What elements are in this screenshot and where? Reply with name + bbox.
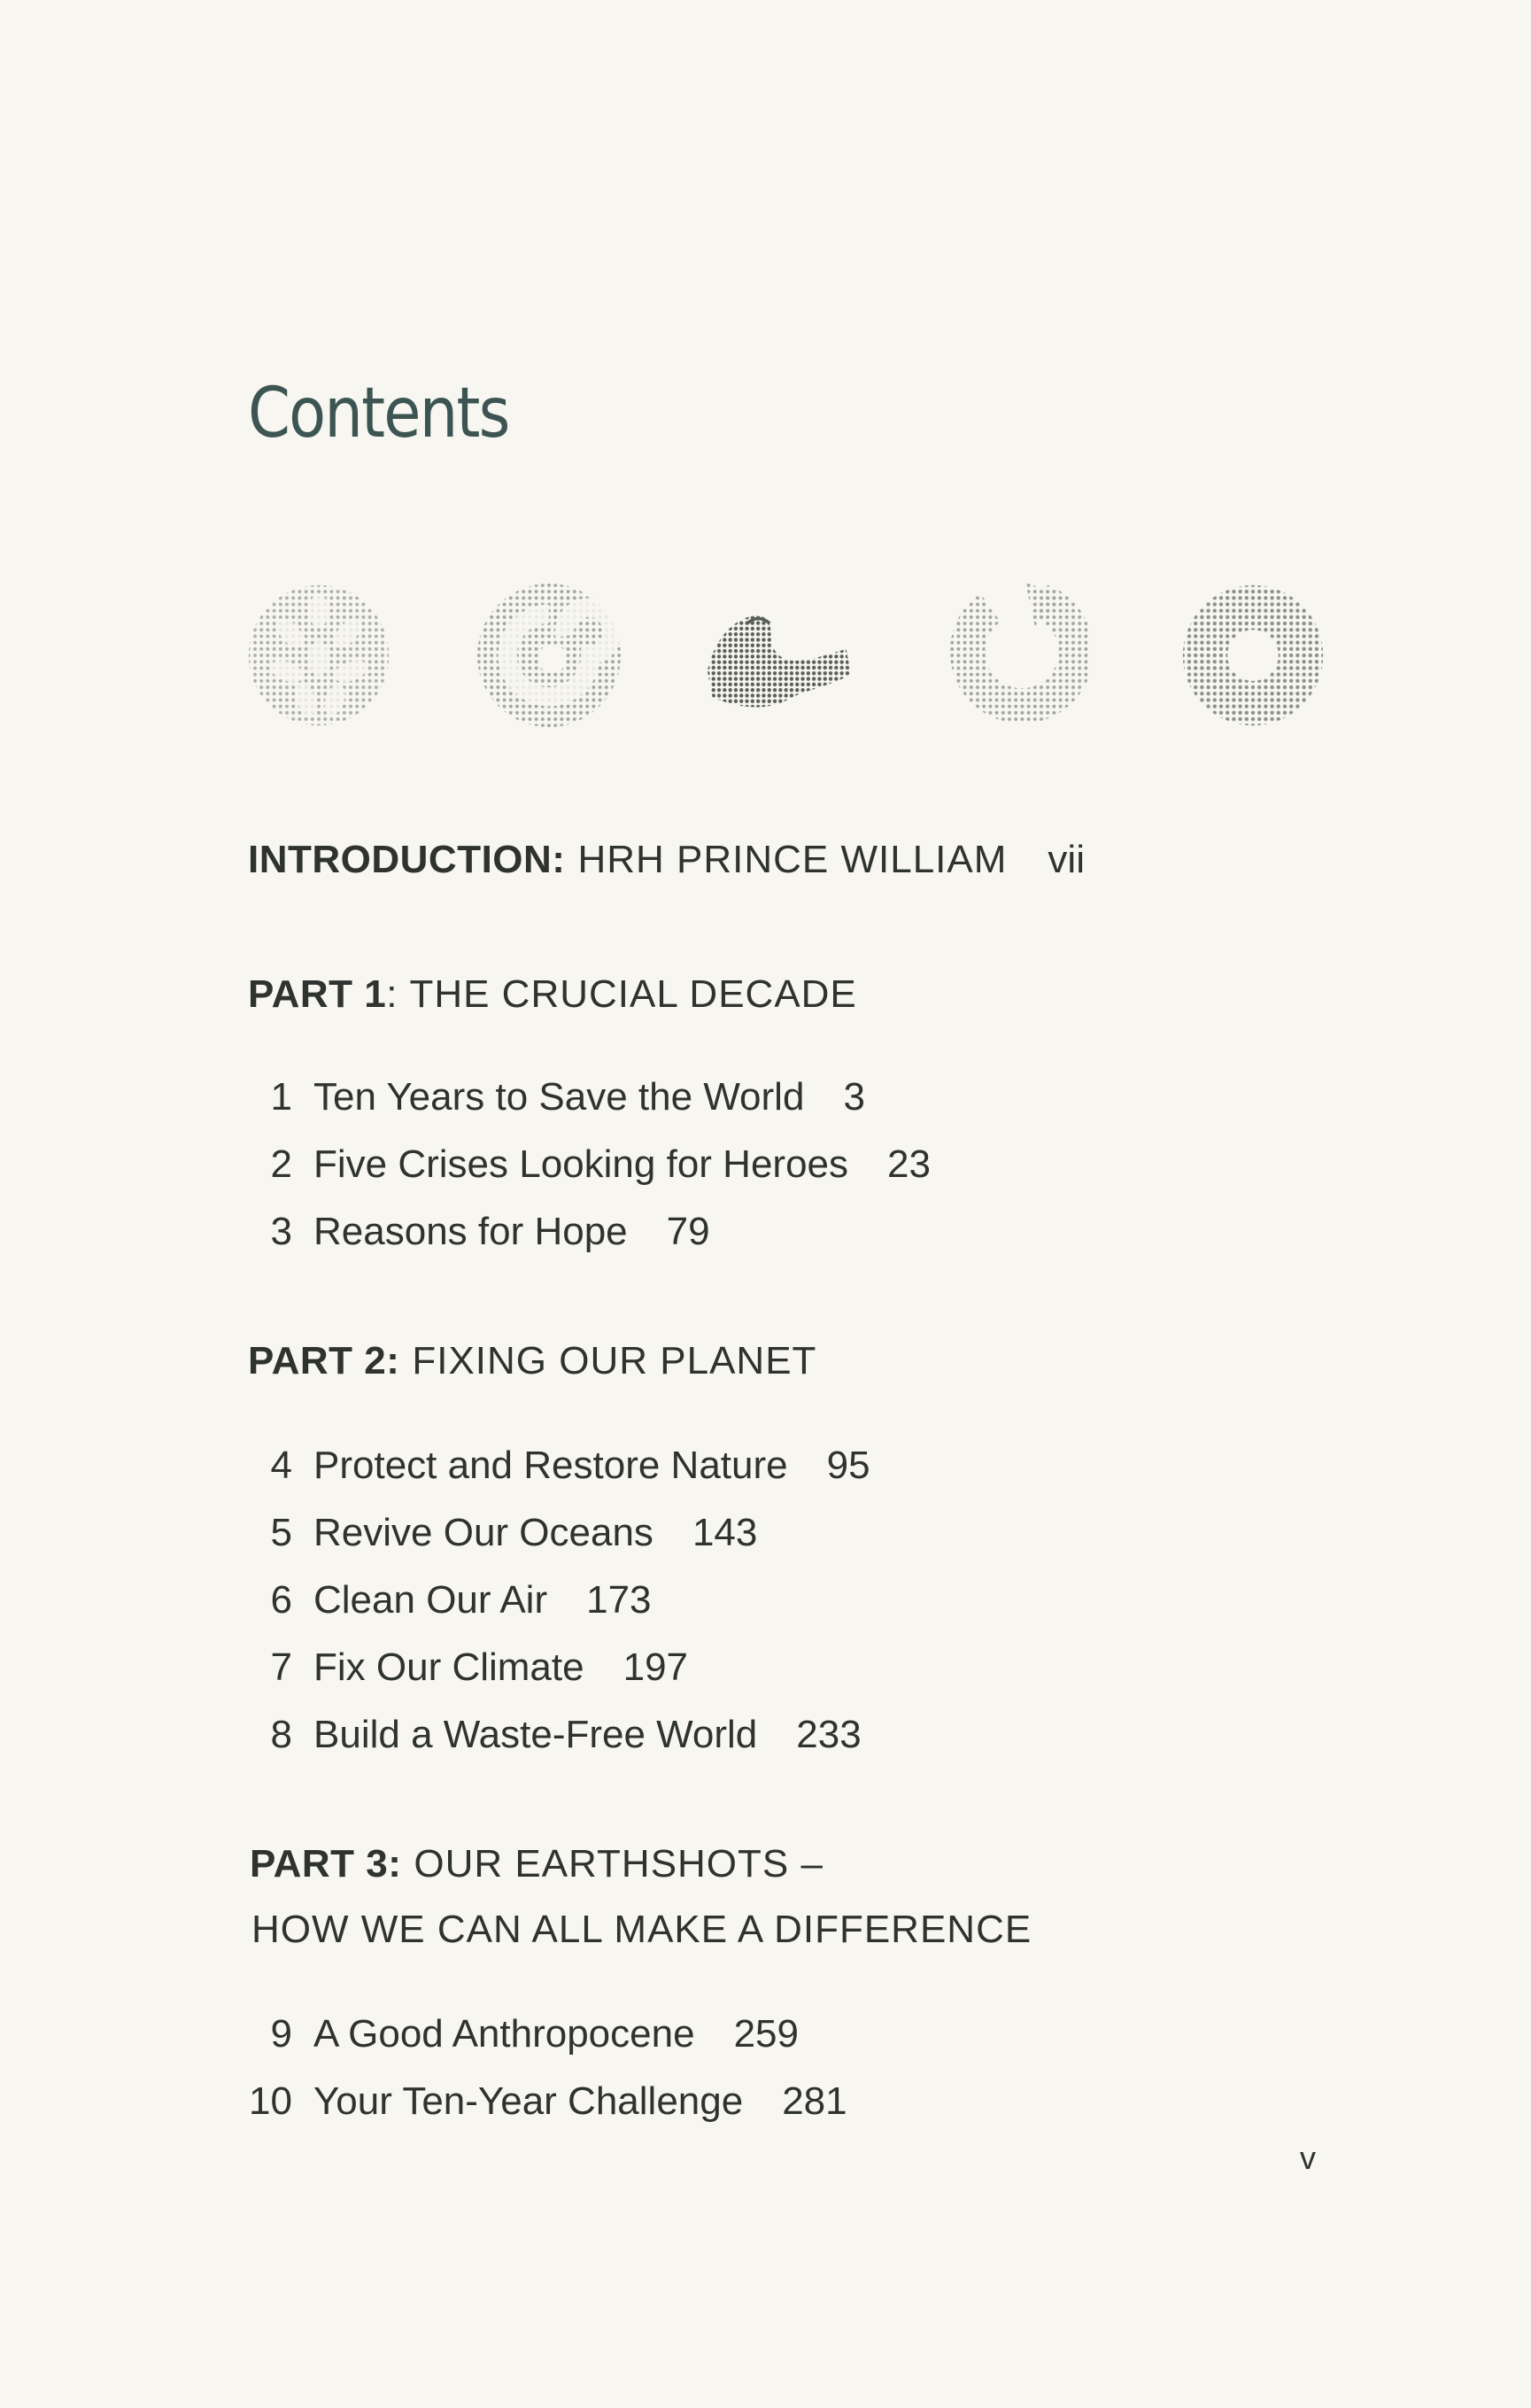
toc-chapter-1[interactable]	[237, 1075, 865, 1119]
toc-part-3-heading-line2	[251, 1908, 1032, 1952]
part-colon: :	[386, 972, 398, 1016]
cycle-arrow-icon	[930, 576, 1089, 735]
chapter-number: 5	[270, 1511, 292, 1554]
chapter-number: 7	[270, 1645, 292, 1689]
chapter-page: 197	[622, 1645, 689, 1689]
chapter-number: 2	[270, 1142, 292, 1186]
chapter-title: Revive Our Oceans	[313, 1511, 653, 1554]
introduction-page: vii	[1048, 838, 1085, 881]
chapter-page: 173	[586, 1578, 652, 1622]
part-heading: PART 1	[248, 972, 387, 1016]
toc-part-1-heading[interactable]	[248, 972, 857, 1017]
part-label-continued: HOW WE CAN ALL MAKE A DIFFERENCE	[251, 1908, 1032, 1951]
chapter-page: 281	[782, 2079, 847, 2123]
page-title: Contents	[248, 374, 509, 453]
chapter-number: 10	[249, 2079, 292, 2123]
swirl-icon	[469, 576, 629, 735]
toc-chapter-10[interactable]	[237, 2079, 847, 2124]
chapter-number: 3	[270, 1210, 292, 1253]
introduction-heading: INTRODUCTION:	[248, 838, 566, 881]
chapter-page: 95	[826, 1444, 870, 1487]
toc-chapter-6[interactable]	[237, 1578, 652, 1622]
chapter-number: 6	[270, 1578, 292, 1622]
chapter-number: 4	[270, 1444, 292, 1487]
toc-chapter-3[interactable]	[237, 1210, 710, 1254]
chapter-page: 259	[733, 2012, 799, 2056]
chapter-page: 233	[796, 1713, 862, 1756]
toc-part-2-heading[interactable]	[248, 1339, 816, 1383]
chapter-title: Ten Years to Save the World	[313, 1075, 805, 1119]
part-label: OUR EARTHSHOTS –	[414, 1842, 823, 1885]
toc-part-3-heading[interactable]	[250, 1842, 823, 1886]
wave-icon	[700, 576, 859, 735]
part-label: THE CRUCIAL DECADE	[409, 972, 857, 1016]
toc-chapter-4[interactable]	[237, 1444, 870, 1488]
part-heading: PART 2:	[248, 1339, 400, 1382]
chapter-title: Your Ten-Year Challenge	[313, 2079, 744, 2123]
page-number: v	[1300, 2140, 1316, 2176]
toc-chapter-7[interactable]	[237, 1645, 688, 1690]
part-heading: PART 3:	[250, 1842, 402, 1885]
chapter-page: 79	[666, 1210, 710, 1253]
chapter-title: A Good Anthropocene	[313, 2012, 695, 2056]
chapter-title: Protect and Restore Nature	[313, 1444, 788, 1487]
chapter-number: 8	[270, 1713, 292, 1756]
chapter-title: Five Crises Looking for Heroes	[313, 1142, 849, 1186]
toc-introduction[interactable]	[248, 838, 1085, 882]
toc-chapter-5[interactable]	[237, 1511, 757, 1555]
chapter-title: Clean Our Air	[313, 1578, 548, 1622]
leaf-pattern-icon	[239, 576, 398, 735]
chapter-page: 23	[887, 1142, 931, 1186]
toc-chapter-2[interactable]	[237, 1142, 931, 1187]
chapter-page: 143	[692, 1511, 758, 1554]
chapter-title: Reasons for Hope	[313, 1210, 628, 1253]
chapter-number: 9	[270, 2012, 292, 2056]
decorative-icon-row	[239, 576, 1346, 744]
part-label: FIXING OUR PLANET	[412, 1339, 817, 1382]
chapter-title: Fix Our Climate	[313, 1645, 584, 1689]
chapter-number: 1	[270, 1075, 292, 1119]
sun-ring-icon	[1173, 576, 1333, 735]
toc-chapter-8[interactable]	[237, 1713, 862, 1757]
toc-chapter-9[interactable]	[237, 2012, 799, 2056]
chapter-page: 3	[843, 1075, 865, 1119]
introduction-label: HRH PRINCE WILLIAM	[577, 838, 1008, 881]
chapter-title: Build a Waste-Free World	[313, 1713, 758, 1756]
